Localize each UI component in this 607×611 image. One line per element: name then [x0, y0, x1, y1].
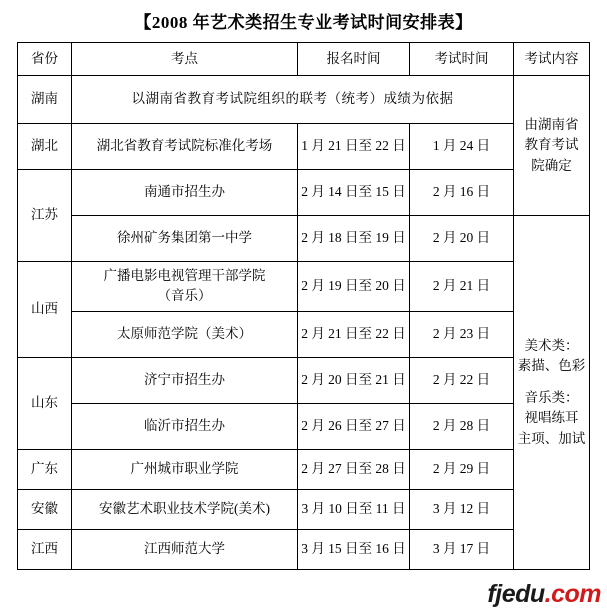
cell-signup-time: 3 月 10 日至 11 日	[298, 489, 410, 529]
cell-site-merged: 以湖南省教育考试院组织的联考（统考）成绩为依据	[72, 76, 514, 124]
watermark-main: fjedu	[487, 580, 545, 608]
cell-province: 安徽	[18, 489, 72, 529]
table-row	[18, 76, 590, 124]
cell-exam-time: 2 月 16 日	[410, 170, 514, 216]
cell-signup-time: 2 月 19 日至 20 日	[298, 262, 410, 312]
table-row	[18, 357, 590, 403]
cell-signup-time: 2 月 26 日至 27 日	[298, 403, 410, 449]
table-row	[18, 124, 590, 170]
content-art-line-2: 素描、色彩	[517, 357, 586, 373]
cell-site: 徐州矿务集团第一中学	[72, 216, 298, 262]
cell-site-line-2: （音乐）	[157, 288, 212, 304]
cell-site: 临沂市招生办	[72, 403, 298, 449]
cell-site: 广州城市职业学院	[72, 449, 298, 489]
cell-signup-time: 2 月 14 日至 15 日	[298, 170, 410, 216]
cell-exam-time: 2 月 29 日	[410, 449, 514, 489]
cell-province: 江西	[18, 529, 72, 569]
table-row	[18, 216, 590, 262]
cell-province: 山西	[18, 262, 72, 358]
cell-exam-content-hunan	[514, 76, 590, 216]
cell-site	[72, 262, 298, 312]
cell-province: 湖南	[18, 76, 72, 124]
cell-exam-time: 3 月 12 日	[410, 489, 514, 529]
page-title: 【2008 年艺术类招生专业考试时间安排表】	[134, 13, 473, 32]
cell-exam-content-main	[514, 216, 590, 570]
cell-site: 湖北省教育考试院标准化考场	[72, 124, 298, 170]
cell-signup-time: 2 月 21 日至 22 日	[298, 311, 410, 357]
cell-exam-time: 2 月 23 日	[410, 311, 514, 357]
content-music-line-2: 视唱练耳	[524, 410, 579, 426]
header-signup-time: 报名时间	[298, 43, 410, 76]
table-row	[18, 403, 590, 449]
content-line-1: 由湖南省	[524, 117, 579, 133]
cell-signup-time: 3 月 15 日至 16 日	[298, 529, 410, 569]
cell-province: 广东	[18, 449, 72, 489]
cell-signup-time: 2 月 18 日至 19 日	[298, 216, 410, 262]
content-line-2: 教育考试	[524, 137, 579, 153]
cell-exam-time: 2 月 22 日	[410, 357, 514, 403]
table-row	[18, 262, 590, 312]
cell-signup-time: 1 月 21 日至 22 日	[298, 124, 410, 170]
cell-site-line-1: 广播电影电视管理干部学院	[103, 268, 266, 283]
cell-site: 太原师范学院（美术）	[72, 311, 298, 357]
watermark-dot: .	[544, 580, 552, 608]
table-header	[18, 43, 590, 76]
header-exam-content: 考试内容	[514, 43, 590, 76]
cell-province: 湖北	[18, 124, 72, 170]
cell-site: 安徽艺术职业技术学院(美术)	[72, 489, 298, 529]
table-row	[18, 170, 590, 216]
cell-site: 济宁市招生办	[72, 357, 298, 403]
table-row	[18, 489, 590, 529]
cell-exam-time: 2 月 21 日	[410, 262, 514, 312]
cell-site: 江西师范大学	[72, 529, 298, 569]
table-row	[18, 311, 590, 357]
cell-signup-time: 2 月 20 日至 21 日	[298, 357, 410, 403]
content-spacer	[516, 376, 587, 388]
table-header-row	[18, 43, 590, 76]
cell-signup-time: 2 月 27 日至 28 日	[298, 449, 410, 489]
header-province: 省份	[18, 43, 72, 76]
cell-exam-time: 2 月 20 日	[410, 216, 514, 262]
cell-site: 南通市招生办	[72, 170, 298, 216]
watermark-com: com	[551, 580, 601, 608]
cell-exam-time: 2 月 28 日	[410, 403, 514, 449]
table-row	[18, 449, 590, 489]
header-site: 考点	[72, 43, 298, 76]
site-watermark	[487, 580, 601, 609]
content-art-line-1: 美术类：	[524, 337, 579, 353]
cell-province: 山东	[18, 357, 72, 449]
cell-exam-time: 1 月 24 日	[410, 124, 514, 170]
table-body	[18, 76, 590, 570]
cell-province: 江苏	[18, 170, 72, 262]
cell-exam-time: 3 月 17 日	[410, 529, 514, 569]
content-music-line-1: 音乐类：	[524, 390, 579, 406]
table-row	[18, 529, 590, 569]
exam-schedule-table	[17, 42, 590, 570]
content-music-line-3: 主项、加试	[517, 430, 586, 446]
content-line-3: 院确定	[531, 157, 572, 173]
header-exam-time: 考试时间	[410, 43, 514, 76]
